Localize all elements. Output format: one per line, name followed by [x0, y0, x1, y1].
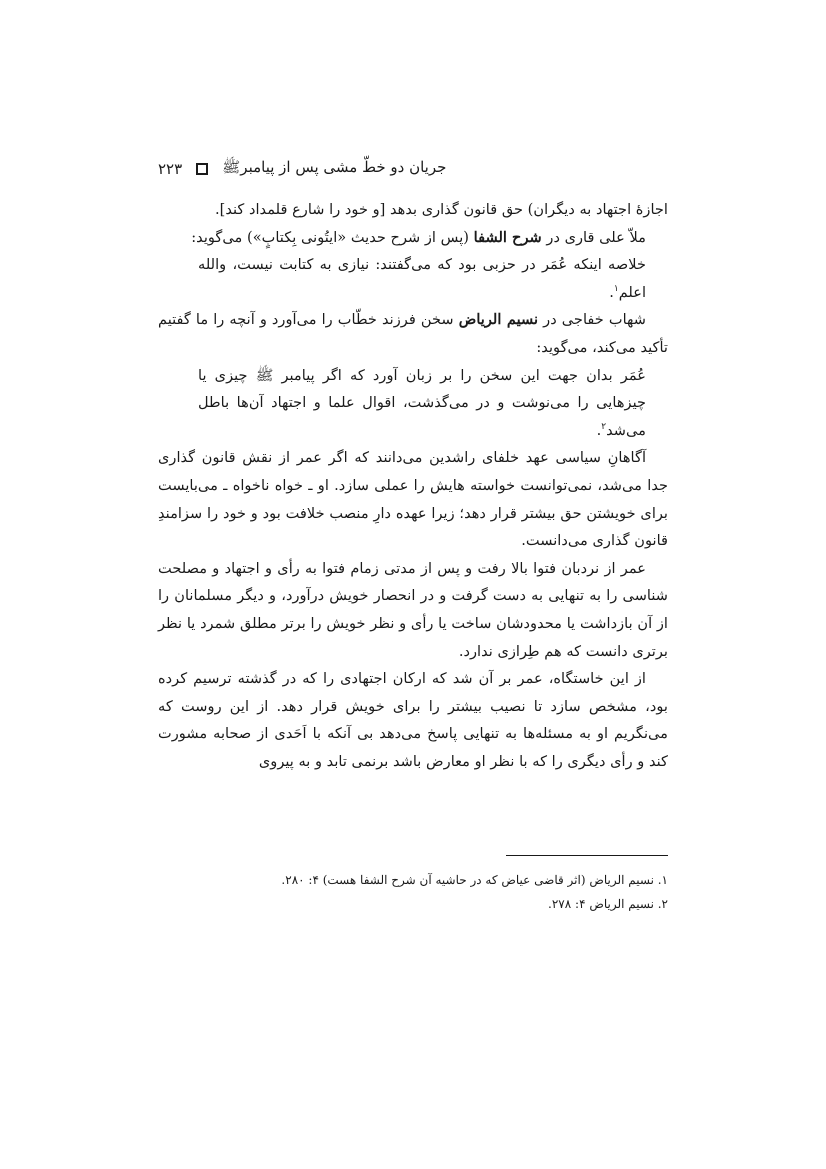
paragraph-2-post: (پس از شرح حدیث «ایتُونی بِکتابٍ») می‌گوید:	[191, 228, 474, 246]
footnote-1: ۱. نسیم الریاض (اثر قاضی عیاض که در حاشیه آن شرح الشفا هست) ۴: ۲۸۰.	[281, 873, 668, 887]
quote-2: عُمَر بدان جهت این سخن را بر زبان آورد که اگر پیامبر ﷺ چیزی یا چیزهایی را می‌نوشت و در می‌گذشت، اقوال علما و اجتهاد آن‌ها باطل می‌شد$^۲$.	[198, 366, 646, 439]
running-header	[158, 155, 668, 183]
paragraph-6-text: از این خاستگاه، عمر بر آن شد که ارکان اجتهادی را که در گذشته ترسیم کرده بود، مشخص سازد تا نصیب بیشتر را برای خویش قرار دهد. از این روست که می‌نگریم او به مسئله‌ها به تنهایی پاسخ می‌دهد بی آنکه با اَحَدی از صحابه مشورت کند و رأی دیگری را که با نظر او معارض باشد برنمی تابد و به پیروی	[158, 670, 668, 770]
footnote-2: ۲. نسیم الریاض ۴: ۲۷۸.	[548, 897, 668, 911]
footnote-divider	[506, 855, 668, 856]
footnote-marker-1: ۱	[613, 283, 619, 294]
footnote-marker-2: ۲	[601, 421, 607, 432]
paragraph-5-text: عمر از نردبان فتوا بالا رفت و پس از مدتی زمام فتوا به رأی و اجتهاد و مصلحت شناسی را به تنهایی به دست گرفت و در انحصار خویش درآورد، و دیگر مسلمانان را از آن بازداشت یا محدودشان ساخت یا رأی و نظر خویش را برتر مطلق شمرد یا نظر برتری دانست که هم طِرازی ندارد.	[158, 559, 668, 660]
body-text	[158, 196, 668, 775]
paragraph-4-text: آگاهانِ سیاسی عهد خلفای راشدین می‌دانند که اگر عمر از نقش قانون گذاری جدا می‌شد، نمی‌توانست خواسته هایش را عملی سازد. او ـ خواه ناخواه ـ می‌بایست برای خویشتن حق بیشتر قرار دهد؛ زیرا عهده دارِ منصب خلافت بود و خود را سزامندِ قانون گذاری می‌دانست.	[158, 449, 668, 550]
square-icon	[196, 163, 208, 175]
footnotes	[158, 868, 668, 916]
paragraph-3-post: سخن فرزند خطّاب را می‌آورد و آنچه را ما گفتیم تأکید می‌کند، می‌گوید:	[158, 311, 668, 356]
quote-1-text: خلاصه اینکه عُمَر در حزبی بود که می‌گفتند: نیازی به کتابت نیست، والله اعلم	[198, 256, 646, 301]
running-title: جریان دو خطّ مشی پس از پیامبرﷺ	[222, 158, 447, 176]
book-title-nasim-al-riyad: نسیم الریاض	[458, 311, 539, 329]
paragraph-2-pre: ملاّ علی قاری در	[541, 228, 646, 246]
quote-1: خلاصه اینکه عُمَر در حزبی بود که می‌گفتند: نیازی به کتابت نیست، والله اعلم$^۱$.	[198, 256, 646, 301]
book-title-sharh-al-shifa: شرح الشفا	[473, 228, 542, 246]
paragraph-4	[158, 444, 668, 554]
paragraph-5	[158, 555, 668, 665]
paragraph-1-text: اجازهٔ اجتهاد به دیگران) حق قانون گذاری بدهد [و خود را شارع قلمداد کند].	[215, 201, 668, 218]
quote-2-text: عُمَر بدان جهت این سخن را بر زبان آورد که اگر پیامبر ﷺ چیزی یا چیزهایی را می‌نوشت و در می‌گذشت، اقوال علما و اجتهاد آن‌ها باطل می‌شد	[198, 366, 646, 439]
paragraph-1	[158, 196, 668, 224]
paragraph-3-pre: شهاب خفاجی در	[538, 311, 646, 329]
page-number: ۲۲۳	[158, 160, 183, 178]
paragraph-6	[158, 665, 668, 775]
paragraph-3	[158, 306, 668, 361]
paragraph-2	[158, 224, 668, 252]
